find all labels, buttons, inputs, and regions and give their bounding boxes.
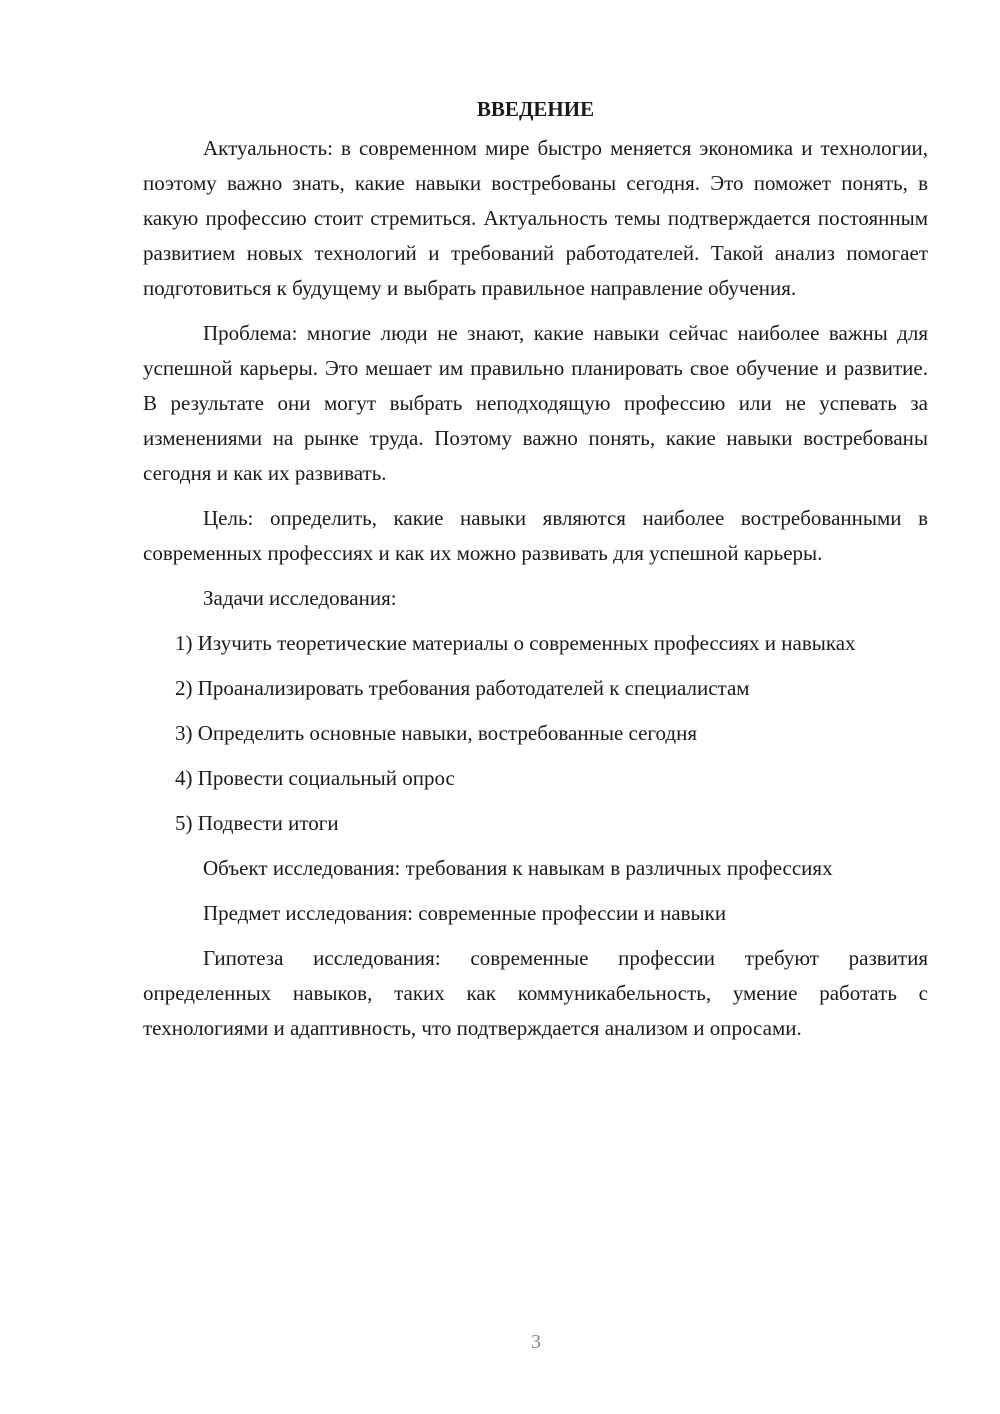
document-page: [143, 92, 928, 1056]
problem-paragraph: Проблема: многие люди не знают, какие навыки сейчас наиболее важны для успешной карьеры. Это мешает им правильно планировать свое обучение и развитие. В результате они могут выбрать неподходящую профессию или не успевать за изменениями на рынке труда. Поэтому важно понять, какие навыки востребованы сегодня и как их развивать.: [143, 321, 928, 485]
task-item: 1) Изучить теоретические материалы о современных профессиях и навыках: [175, 631, 856, 655]
object-paragraph: Объект исследования: требования к навыкам в различных профессиях: [203, 856, 833, 880]
task-item: 5) Подвести итоги: [175, 811, 339, 835]
tasks-list: [143, 626, 928, 841]
tasks-heading: Задачи исследования:: [203, 586, 397, 610]
page-number: 3: [531, 1331, 541, 1353]
goal-paragraph: Цель: определить, какие навыки являются наиболее востребованными в современных профессиях и как их можно развивать для успешной карьеры.: [143, 506, 928, 565]
hypothesis-paragraph: Гипотеза исследования: современные профессии требуют развития определенных навыков, таких как коммуникабельность, умение работать с технологиями и адаптивность, что подтверждается анализом и опросами.: [143, 946, 928, 1040]
relevance-paragraph: Актуальность: в современном мире быстро меняется экономика и технологии, поэтому важно знать, какие навыки востребованы сегодня. Это поможет понять, в какую профессию стоит стремиться. Актуальность темы подтверждается постоянным развитием новых технологий и требований работодателей. Такой анализ помогает подготовиться к будущему и выбрать правильное направление обучения.: [143, 136, 928, 300]
task-item: 4) Провести социальный опрос: [175, 766, 455, 790]
task-item: 3) Определить основные навыки, востребованные сегодня: [175, 721, 697, 745]
task-item: 2) Проанализировать требования работодателей к специалистам: [175, 676, 750, 700]
subject-paragraph: Предмет исследования: современные профессии и навыки: [203, 901, 727, 925]
section-title: ВВЕДЕНИЕ: [476, 97, 595, 121]
